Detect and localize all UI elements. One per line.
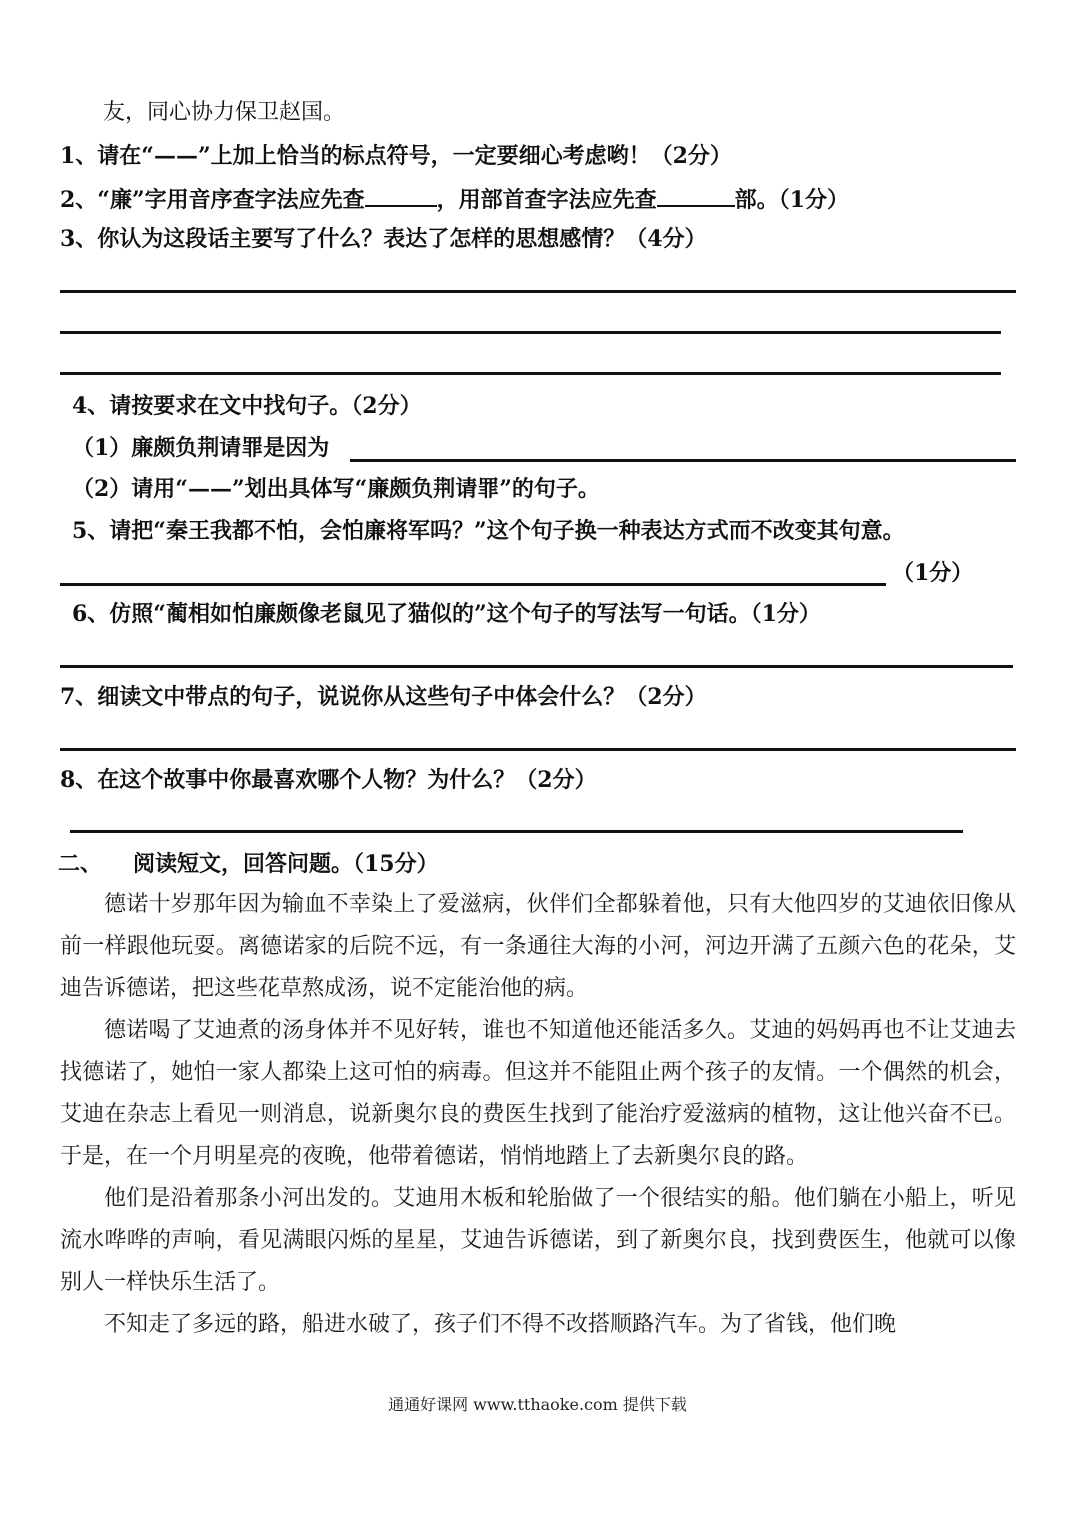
question-8: 8、在这个故事中你最喜欢哪个人物？为什么？（2分） [60,767,597,793]
question-1: 1、请在“——”上加上恰当的标点符号，一定要细心考虑哟！（2分） [60,143,732,169]
question-2 [60,183,849,215]
answer-line-q5[interactable] [60,583,886,586]
passage-paragraph-4: 不知走了多远的路，船进水破了，孩子们不得不改搭顺路汽车。为了省钱，他们晚 [104,1312,897,1337]
answer-line-q3-3[interactable] [60,372,1001,375]
answer-line-q6[interactable] [60,665,1013,668]
answer-line-q3-2[interactable] [60,331,1001,334]
reading-passage [60,884,1016,1346]
answer-line-q8[interactable] [70,830,963,833]
question-6: 6、仿照“蔺相如怕廉颇像老鼠见了猫似的”这个句子的写法写一句话。（1分） [72,601,821,627]
section-2-title: 阅读短文，回答问题。（15分） [133,851,439,877]
question-2-part-b: ，用部首查字法应先查 [436,187,657,213]
passage-paragraph-2: 德诺喝了艾迪煮的汤身体并不见好转，谁也不知道他还能活多久。艾迪的妈妈再也不让艾迪去找德诺了，她怕一家人都染上这可怕的病毒。但这并不能阻止两个孩子的友情。一个偶然的机会，艾迪在杂志上看见一则消息，说新奥尔良的费医生找到了能治疗爱滋病的植物，这让他兴奋不已。于是，在一个月明星亮的夜晚，他带着德诺，悄悄地踏上了去新奥尔良的路。 [60,1018,1016,1169]
answer-line-q7[interactable] [60,748,1016,751]
page-footer: 通通好课网 www.tthaoke.com 提供下载 [388,1395,687,1414]
question-3: 3、你认为这段话主要写了什么？表达了怎样的思想感情？（4分） [60,226,707,252]
answer-line-q3-1[interactable] [60,290,1016,293]
continuation-text: 友，同心协力保卫赵国。 [103,100,346,125]
question-4: 4、请按要求在文中找句子。（2分） [72,393,422,419]
answer-blank-bushou[interactable] [657,183,735,207]
question-2-part-a: 2、“廉”字用音序查字法应先查 [60,187,365,213]
question-4-1: （1）廉颇负荆请罪是因为 [72,435,330,461]
answer-line-q4-1[interactable] [350,459,1016,462]
passage-paragraph-3: 他们是沿着那条小河出发的。艾迪用木板和轮胎做了一个很结实的船。他们躺在小船上，听见流水哗哗的声响，看见满眼闪烁的星星，艾迪告诉德诺，到了新奥尔良，找到费医生，他就可以像别人一样快乐生活了。 [60,1186,1016,1295]
question-5: 5、请把“秦王我都不怕，会怕廉将军吗？”这个句子换一种表达方式而不改变其句意。 [72,518,905,544]
question-5-score: （1分） [892,560,974,586]
section-2-number: 二、 [58,851,103,877]
question-4-2: （2）请用“——”划出具体写“廉颇负荆请罪”的句子。 [72,476,600,502]
question-7: 7、细读文中带点的句子，说说你从这些句子中体会什么？（2分） [60,684,707,710]
question-2-part-c: 部。（1分） [734,187,849,213]
answer-blank-yinxu[interactable] [365,183,437,207]
passage-paragraph-1: 德诺十岁那年因为输血不幸染上了爱滋病，伙伴们全都躲着他，只有大他四岁的艾迪依旧像从前一样跟他玩耍。离德诺家的后院不远，有一条通往大海的小河，河边开满了五颜六色的花朵，艾迪告诉德诺，把这些花草熬成汤，说不定能治他的病。 [60,892,1016,1001]
